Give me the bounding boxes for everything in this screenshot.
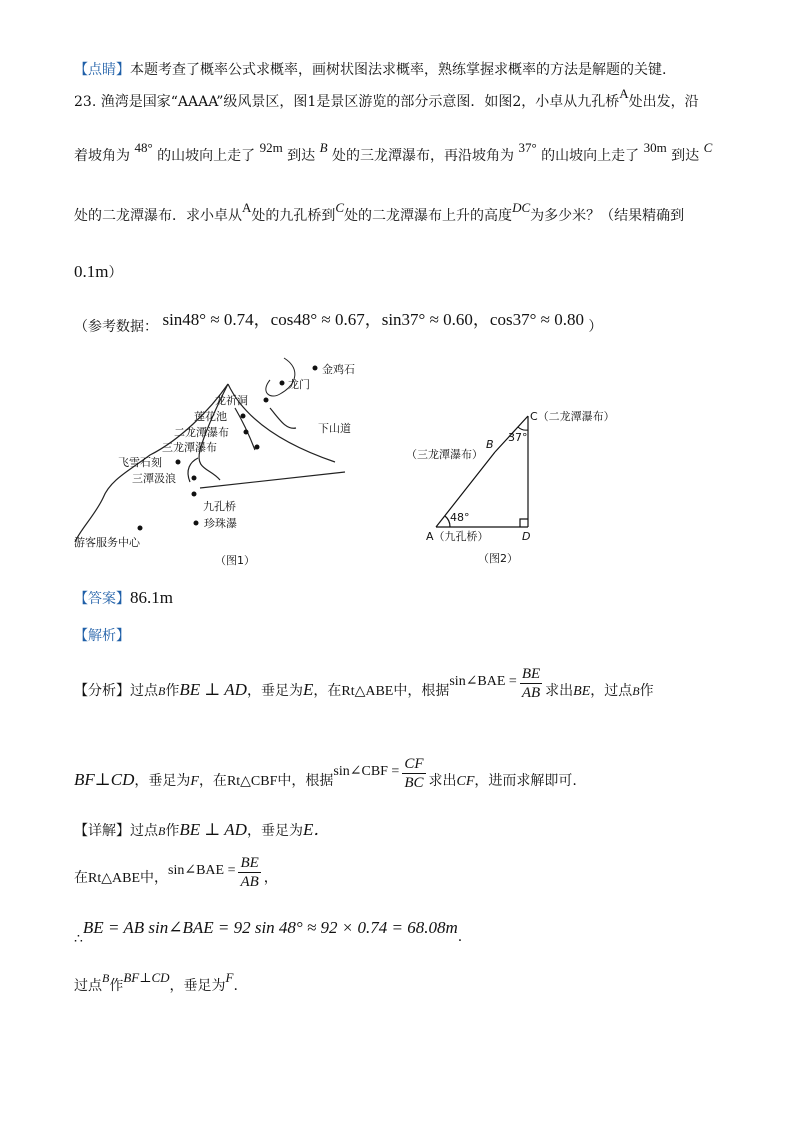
- problem-text-1: 渔湾是国家“AAAA”级风景区，图1是景区游览的部分示意图．如图2，小卓从九孔桥: [100, 94, 620, 110]
- xiangjie-t1: 过点: [130, 823, 158, 839]
- fenxi-f: F: [190, 774, 199, 789]
- dianjing-text: 本题考查了概率公式求概率，画树状图法求概率，熟练掌握求概率的方法是解题的关键.: [130, 62, 667, 78]
- fenxi-f2-den: BC: [404, 774, 424, 791]
- answer-line: [74, 588, 173, 609]
- segment-dc: DC: [512, 200, 531, 215]
- label-longmen: 龙门: [288, 378, 310, 391]
- fenxi-t4: ，在: [313, 683, 342, 699]
- point-c-2: C: [335, 200, 345, 215]
- angle-37: 37°: [518, 140, 537, 155]
- label-longxidong: 龙祈洞: [215, 394, 248, 407]
- problem-text-2f: 到达: [671, 148, 700, 164]
- xiangjie-t3: ，垂足为: [246, 823, 303, 839]
- marker-feixue: [176, 460, 181, 465]
- distance-30: 30m: [643, 140, 667, 155]
- xiangjie-f-den: AB: [240, 873, 259, 890]
- xiangjie-t5: 中，: [140, 870, 168, 886]
- fenxi-t9: ，垂足为: [134, 773, 191, 789]
- angle-48: 48°: [134, 140, 153, 155]
- xiangjie-fraction: [238, 854, 260, 891]
- precision: 0.1m: [74, 262, 109, 281]
- fenxi-t3: ，垂足为: [246, 683, 303, 699]
- fenxi-rt-cbf: Rt△CBF: [226, 774, 278, 789]
- reference-close-paren: ）: [588, 319, 603, 335]
- xiangjie-bf-cd: BF⊥CD: [123, 970, 170, 985]
- xiangjie-line-1: [74, 820, 330, 841]
- right-angle-marker: [520, 519, 528, 527]
- problem-text-3d: 为多少米？（结果精确到: [530, 208, 685, 224]
- fenxi-be: BE: [573, 684, 591, 699]
- problem-line-2: [74, 140, 713, 166]
- reference-values: sin48° ≈ 0.74，cos48° ≈ 0.67，sin37° ≈ 0.60，cos37° ≈ 0.80: [162, 310, 584, 329]
- point-b: B: [319, 140, 328, 155]
- figure-2: [400, 400, 640, 570]
- point-a-label: A: [619, 86, 629, 101]
- xiangjie-line-4: [74, 970, 238, 996]
- xiangjie-be-ad: BE ⊥ AD: [179, 820, 247, 839]
- fenxi-f1-den: AB: [521, 684, 541, 701]
- marker-longxidong: [264, 398, 269, 403]
- reference-label: （参考数据：: [74, 319, 158, 335]
- label-youke: 游客服务中心: [74, 536, 140, 549]
- label-b: B: [486, 438, 494, 451]
- label-lianhuachi: 莲花池: [194, 410, 227, 423]
- xiangjie-t8: ，垂足为: [169, 978, 226, 994]
- marker-youke: [138, 526, 143, 531]
- xiangjie-sin-bae: sin∠BAE =: [168, 863, 236, 878]
- problem-text-1-end: 处出发，沿: [628, 94, 699, 110]
- problem-text-3b: 处的九孔桥到: [251, 208, 336, 224]
- fenxi-t8: 作: [639, 683, 654, 699]
- xiangjie-tag: 【详解】: [74, 823, 130, 839]
- problem-text-3a: 处的二龙潭瀑布．求小卓从: [74, 208, 242, 224]
- fenxi-t6: 求出: [545, 683, 574, 699]
- label-sanlongtan: 三龙潭瀑布: [162, 441, 217, 454]
- answer-value: 86.1m: [130, 588, 173, 607]
- answer-tag: 【答案】: [74, 591, 130, 607]
- problem-text-2a: 着坡角为: [74, 148, 130, 164]
- fenxi-t10: ，在: [198, 773, 227, 789]
- fenxi-b: B: [158, 684, 166, 698]
- distance-92: 92m: [259, 140, 283, 155]
- lower-road: [200, 472, 345, 488]
- fenxi-fraction-2: [402, 755, 425, 792]
- marker-jinjishi: [313, 366, 318, 371]
- dianjing-line: [74, 60, 666, 80]
- problem-line-3: [74, 200, 685, 226]
- label-b-note: （三龙潭瀑布）: [406, 448, 483, 461]
- xiangjie-equation: BE = AB sin∠BAE = 92 sin 48° ≈ 92 × 0.74 = 68.08m: [82, 918, 458, 937]
- reference-data-line: [74, 310, 603, 337]
- xiangjie-comma: ，: [263, 870, 278, 886]
- marker-jiukong: [192, 492, 197, 497]
- label-jinjishi: 金鸡石: [322, 363, 355, 376]
- xiangjie-line-3: [74, 918, 463, 947]
- problem-line-4: [74, 262, 122, 283]
- analysis-line: [74, 626, 130, 646]
- figure-2-caption: （图2）: [478, 552, 518, 565]
- fenxi-sin-bae: sin∠BAE =: [449, 674, 517, 689]
- xiangjie-t2: 作: [165, 823, 180, 839]
- fenxi-tag: 【分析】: [74, 683, 130, 699]
- fenxi-t7: ，过点: [590, 683, 633, 699]
- xiangjie-f: F: [225, 970, 234, 985]
- marker-longmen: [280, 381, 285, 386]
- fenxi-f1-num: BE: [521, 665, 541, 682]
- figure-1-caption: （图1）: [215, 554, 255, 567]
- point-a: A: [242, 200, 252, 215]
- xiangjie-line-2: [74, 854, 278, 899]
- marker-sanlongtan: [255, 445, 260, 450]
- xiangjie-f-num: BE: [240, 854, 259, 871]
- fenxi-t12: 求出: [428, 773, 457, 789]
- xiangjie-t6: 过点: [74, 978, 102, 994]
- fenxi-t11: 中，根据: [277, 773, 334, 789]
- fenxi-fraction-1: [520, 665, 542, 702]
- fenxi-t2: 作: [165, 683, 180, 699]
- label-d: D: [522, 530, 531, 543]
- trail-branch: [235, 408, 255, 450]
- fenxi-e: E: [302, 680, 314, 699]
- fenxi-be-ad: BE ⊥ AD: [179, 680, 247, 699]
- fenxi-cf: CF: [456, 774, 475, 789]
- xiangjie-e: E．: [302, 820, 331, 839]
- xiangjie-t4: 在: [74, 870, 88, 886]
- problem-line-1: [74, 86, 699, 112]
- problem-number: 23.: [74, 94, 97, 110]
- figure-1: [70, 350, 380, 570]
- marker-santan: [192, 476, 197, 481]
- label-angle-37: 37°: [508, 431, 528, 444]
- label-c: C（二龙潭瀑布）: [530, 410, 615, 423]
- label-erlongtan: 二龙潭瀑布: [174, 426, 229, 439]
- xiangjie-b: B: [158, 824, 166, 838]
- fenxi-bf-cd: BF⊥CD: [74, 770, 135, 789]
- fenxi-rt-abe: Rt△ABE: [341, 684, 394, 699]
- xiangjie-t7: 作: [109, 978, 124, 994]
- label-jiukong: 九孔桥: [203, 500, 236, 513]
- fenxi-f2-num: CF: [404, 755, 424, 772]
- problem-text-2b: 的山坡向上走了: [157, 148, 256, 164]
- problem-text-2d: 处的三龙潭瀑布，再沿坡角为: [332, 148, 514, 164]
- marker-lianhuachi: [241, 414, 246, 419]
- xiangjie-dot: .: [457, 929, 463, 945]
- marker-zhenzhu: [194, 521, 199, 526]
- label-feixue: 飞雪石刻: [118, 456, 162, 469]
- dianjing-tag: 【点睛】: [74, 62, 130, 78]
- label-angle-48: 48°: [450, 511, 470, 524]
- label-a: A（九孔桥）: [426, 530, 489, 543]
- xiangjie-b2: B: [102, 971, 110, 985]
- problem-text-2c: 到达: [287, 148, 316, 164]
- trail-upper: [270, 408, 296, 428]
- xiangjie-rt-abe: Rt△ABE: [88, 871, 140, 886]
- fenxi-t1: 过点: [130, 683, 158, 699]
- problem-text-3c: 处的二龙潭瀑布上升的高度: [344, 208, 513, 224]
- xiangjie-t9: .: [233, 978, 238, 994]
- point-c: C: [703, 140, 713, 155]
- problem-text-2e: 的山坡向上走了: [541, 148, 640, 164]
- analysis-tag: 【解析】: [74, 628, 130, 644]
- angle-37-arc: [518, 427, 528, 430]
- fenxi-t5: 中，根据: [393, 683, 450, 699]
- therefore-symbol: ∴: [74, 931, 83, 947]
- fenxi-line-2: [74, 755, 577, 804]
- marker-erlongtan: [244, 430, 249, 435]
- problem-close-paren: ）: [108, 265, 123, 281]
- fenxi-t13: ，进而求解即可.: [474, 773, 577, 789]
- label-xiashan: 下山道: [318, 422, 351, 435]
- label-zhenzhu: 珍珠瀑: [204, 517, 237, 530]
- fenxi-b2: B: [632, 684, 640, 698]
- label-santan: 三潭汲浪: [132, 472, 176, 485]
- fenxi-sin-cbf: sin∠CBF =: [333, 764, 400, 779]
- fenxi-line-1: [74, 665, 654, 714]
